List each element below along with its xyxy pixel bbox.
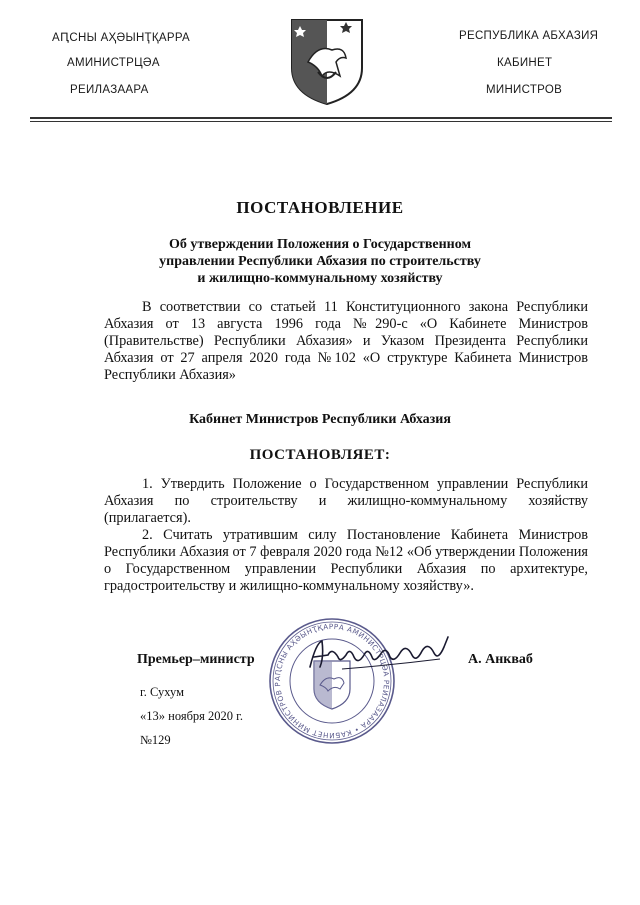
document-number: №129 bbox=[140, 733, 171, 747]
issue-place: г. Сухум bbox=[140, 685, 185, 699]
coat-of-arms-icon bbox=[288, 16, 366, 106]
seal-text: АԤСНЫ АҲӘЫНҬҚАРРА АМИНИСТРЦӘА РЕИЛАЗААРА • КАБИНЕТ МИНИСТРОВ Р bbox=[272, 621, 392, 741]
header-divider-thin bbox=[30, 121, 612, 122]
signatory-position: Премьер–министр bbox=[137, 652, 255, 667]
resolves-heading: ПОСТАНОВЛЯЕТ: bbox=[249, 447, 391, 463]
subtitle-line: и жилищно-коммунальному хозяйству bbox=[197, 271, 443, 286]
header-left-line-1: АԤСНЫ АҲӘЫНҬҚАРРА bbox=[52, 32, 190, 44]
document-subtitle bbox=[0, 236, 640, 287]
issuing-authority: Кабинет Министров Республики Абхазия bbox=[189, 412, 451, 427]
header-left-line-3: РЕИЛАЗААРА bbox=[70, 84, 149, 96]
header-left-line-2: АМИНИСТРЦӘА bbox=[67, 57, 160, 69]
resolution-item-1: 1. Утвердить Положение о Государственном управлении Республики Абхазия по строительству и жилищно-коммунальному хозяйству (прилагается). bbox=[104, 476, 588, 526]
subtitle-line: управлении Республики Абхазия по строительству bbox=[159, 254, 481, 269]
document-title: ПОСТАНОВЛЕНИЕ bbox=[236, 198, 404, 217]
header-divider bbox=[30, 117, 612, 119]
header-right-line-1: РЕСПУБЛИКА АБХАЗИЯ bbox=[459, 30, 599, 42]
resolution-items bbox=[104, 476, 588, 595]
resolution-item-2: 2. Считать утратившим силу Постановление Кабинета Министров Республики Абхазия от 7 февраля 2020 года №12 «Об утверждении Положения о Государственном управлении Республики Абхазия по архитектуре, градостроительству и жилищно-коммунальному хозяйству». bbox=[104, 527, 588, 594]
signatory-name: А. Анкваб bbox=[468, 652, 533, 667]
subtitle-line: Об утверждении Положения о Государственном bbox=[168, 237, 472, 252]
header-right-line-3: МИНИСТРОВ bbox=[486, 84, 563, 96]
header-right-line-2: КАБИНЕТ bbox=[497, 57, 553, 69]
preamble bbox=[104, 299, 588, 384]
issue-date: «13» ноября 2020 г. bbox=[140, 709, 244, 723]
signature-scribble bbox=[302, 633, 452, 678]
preamble-text: В соответствии со статьей 11 Конституционного закона Республики Абхазия от 13 августа 1996 года №290-с «О Кабинете Министров (Правительстве) Республики Абхазия» и Указом Президента Республики Абхазия от 27 апреля 2020 года №102 «О структуре Кабинета Министров Республики Абхазия» bbox=[104, 299, 588, 383]
